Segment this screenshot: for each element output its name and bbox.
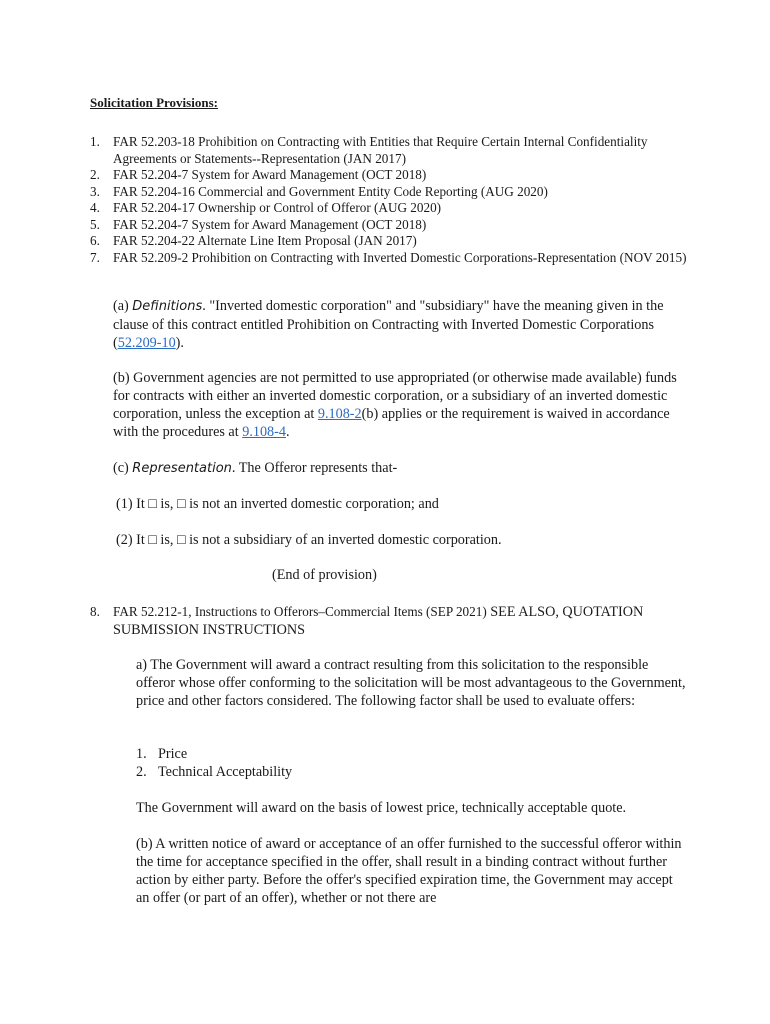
list-text: Price	[158, 746, 188, 762]
provision-list	[90, 134, 690, 266]
italic-term: Representation	[132, 461, 232, 476]
clause-note: SEE ALSO, QUOTATION SUBMISSION INSTRUCTIONS	[113, 604, 644, 638]
list-number: 8.	[90, 604, 100, 619]
notice-paragraph: (b) A written notice of award or acceptance of an offer furnished to the successful offeror within the time for acceptance specified in the offer, shall result in a binding contract without further action by either party. Before the offer's specified expiration time, the Government may accept an offer (or part of an offer), whether or not there are	[136, 836, 682, 906]
end-of-provision: (End of provision)	[272, 567, 377, 583]
clause-link-9-108-2[interactable]: 9.108-2	[317, 406, 362, 422]
list-item	[90, 167, 690, 184]
clause-link-9-108-4[interactable]: 9.108-4	[242, 424, 286, 440]
list-number: 4.	[90, 200, 100, 215]
list-item-8	[90, 603, 690, 639]
list-number: 3.	[90, 183, 100, 199]
clause-title: FAR 52.212-1, Instructions to Offerors–Commercial Items (SEP 2021)	[113, 604, 487, 619]
list-number: 1.	[136, 746, 147, 762]
para-suffix: .	[285, 424, 290, 440]
list-text: FAR 52.203-18 Prohibition on Contracting with Entities that Require Certain Internal Confidentiality Agreements or Statements--Representation (JAN 2017)	[113, 134, 648, 166]
list-number: 2.	[136, 764, 147, 780]
list-item	[90, 217, 690, 234]
list-text: FAR 52.204-7 System for Award Management (OCT 2018)	[113, 167, 427, 182]
para-suffix: ).	[175, 335, 184, 351]
definitions-paragraph	[113, 297, 683, 352]
para-prefix: (c)	[113, 460, 133, 476]
list-item	[90, 250, 690, 267]
list-item	[136, 745, 292, 763]
clause-link-52-209-10[interactable]: 52.209-10	[117, 335, 176, 351]
para-text: . "Inverted domestic corporation" and "subsidiary" have the meaning given in the clause of this contract entitled Prohibition on Contracting with Inverted Domestic Corporations (	[113, 298, 664, 351]
list-item	[90, 184, 690, 201]
list-item	[90, 200, 690, 217]
list-text: FAR 52.204-7 System for Award Management (OCT 2018)	[113, 216, 427, 232]
list-text: Technical Acceptability	[158, 764, 293, 780]
para-middle: (b) applies or the requirement is waived in accordance with the procedures at	[113, 406, 670, 440]
list-item	[90, 233, 690, 250]
list-text: FAR 52.204-16 Commercial and Government Entity Code Reporting (AUG 2020)	[113, 183, 548, 199]
list-item	[90, 134, 690, 167]
funding-paragraph	[113, 369, 683, 441]
representation-item-2: (2) It □ is, □ is not a subsidiary of an inverted domestic corporation.	[116, 532, 502, 548]
list-number: 2.	[90, 167, 100, 182]
award-paragraph: a) The Government will award a contract resulting from this solicitation to the responsible offeror whose offer conforming to the solicitation will be most advantageous to the Government, price and other factors considered. The following factor shall be used to evaluate offers:	[136, 657, 686, 709]
list-number: 5.	[90, 216, 100, 232]
list-number: 1.	[90, 134, 100, 149]
para-text: (b) Government agencies are not permitted to use appropriated (or otherwise made available) funds for contracts with either an inverted domestic corporation, or a subsidiary of an inverted domestic corporation, unless the exception at	[113, 370, 677, 422]
list-text: FAR 52.204-17 Ownership or Control of Offeror (AUG 2020)	[113, 200, 442, 215]
list-text: FAR 52.204-22 Alternate Line Item Proposal (JAN 2017)	[113, 233, 417, 248]
italic-term: Definitions	[132, 299, 203, 314]
section-heading: Solicitation Provisions:	[90, 95, 218, 110]
representation-paragraph	[113, 459, 683, 478]
award-basis-paragraph: The Government will award on the basis of lowest price, technically acceptable quote.	[136, 800, 627, 816]
representation-item-1: (1) It □ is, □ is not an inverted domestic corporation; and	[116, 496, 439, 512]
factor-list	[136, 745, 292, 781]
list-item	[136, 763, 292, 781]
list-text: FAR 52.209-2 Prohibition on Contracting with Inverted Domestic Corporations-Representation (NOV 2015)	[113, 249, 687, 265]
list-text	[113, 603, 690, 639]
list-number: 7.	[90, 249, 100, 265]
para-prefix: (a)	[113, 298, 133, 314]
list-number: 6.	[90, 233, 100, 248]
para-text: . The Offeror represents that-	[231, 460, 398, 476]
